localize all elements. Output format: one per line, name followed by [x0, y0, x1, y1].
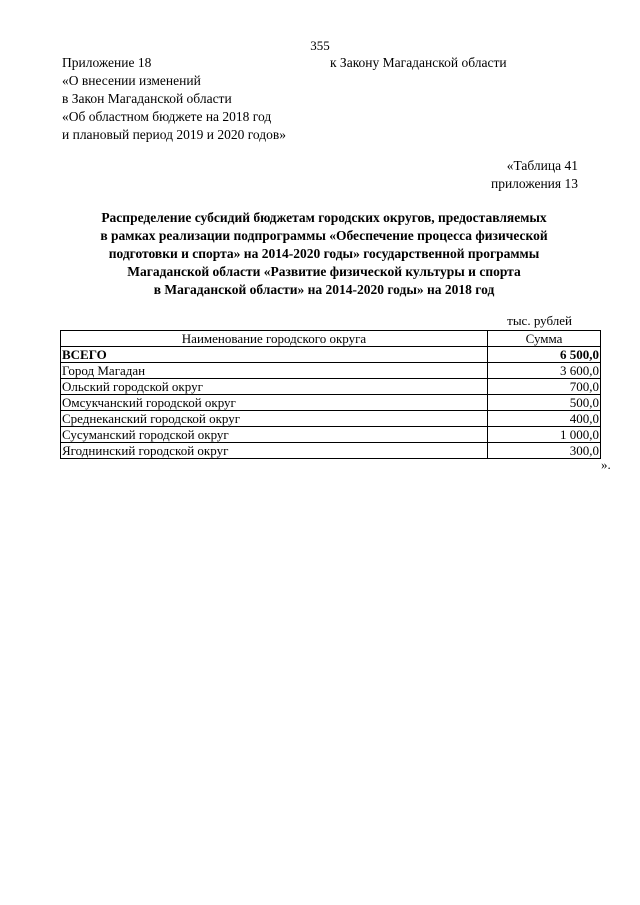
district-name: Ягоднинский городской округ — [61, 443, 488, 459]
title-line: Магаданской области «Развитие физической культуры и спорта — [127, 264, 521, 279]
closing-quote-mark: ». — [601, 457, 611, 472]
district-amount: 500,0 — [488, 395, 601, 411]
table-reference-line: «Таблица 41 — [506, 158, 578, 173]
document-title — [50, 209, 598, 299]
annex-line: в Закон Магаданской области — [62, 91, 232, 106]
annex-header — [62, 54, 286, 144]
title-line: подготовки и спорта» на 2014-2020 годы» государственной программы — [108, 246, 540, 261]
total-name: ВСЕГО — [61, 347, 488, 363]
district-name: Омсукчанский городской округ — [61, 395, 488, 411]
district-name: Ольский городской округ — [61, 379, 488, 395]
title-line: в Магаданской области» на 2014-2020 годы» на 2018 год — [153, 282, 495, 297]
district-amount: 1 000,0 — [488, 427, 601, 443]
header-amount: Сумма — [488, 331, 601, 347]
title-line: в рамках реализации подпрограммы «Обеспечение процесса физической — [100, 228, 548, 243]
units-label: тыс. рублей — [507, 313, 572, 328]
title-line: Распределение субсидий бюджетам городских округов, предоставляемых — [101, 210, 547, 225]
total-row — [61, 347, 601, 363]
district-amount: 3 600,0 — [488, 363, 601, 379]
district-amount: 400,0 — [488, 411, 601, 427]
annex-line: «Об областном бюджете на 2018 год — [62, 109, 272, 124]
district-amount: 700,0 — [488, 379, 601, 395]
table-row — [61, 379, 601, 395]
annex-line: Приложение 18 — [62, 55, 152, 70]
total-amount: 6 500,0 — [488, 347, 601, 363]
table-row — [61, 443, 601, 459]
page-number: 355 — [310, 38, 330, 53]
district-name: Сусуманский городской округ — [61, 427, 488, 443]
header-name: Наименование городского округа — [61, 331, 488, 347]
district-name: Город Магадан — [61, 363, 488, 379]
annex-to-law: к Закону Магаданской области — [330, 55, 507, 70]
subsidy-table — [60, 330, 601, 459]
annex-line: и плановый период 2019 и 2020 годов» — [62, 127, 287, 142]
district-amount: 300,0 — [488, 443, 601, 459]
table-row — [61, 363, 601, 379]
district-name: Среднеканский городской округ — [61, 411, 488, 427]
table-row — [61, 395, 601, 411]
table-row — [61, 411, 601, 427]
annex-line: «О внесении изменений — [62, 73, 201, 88]
table-reference-line: приложения 13 — [490, 176, 578, 191]
table-row — [61, 427, 601, 443]
table-reference — [491, 157, 578, 193]
table-header-row — [61, 331, 601, 347]
